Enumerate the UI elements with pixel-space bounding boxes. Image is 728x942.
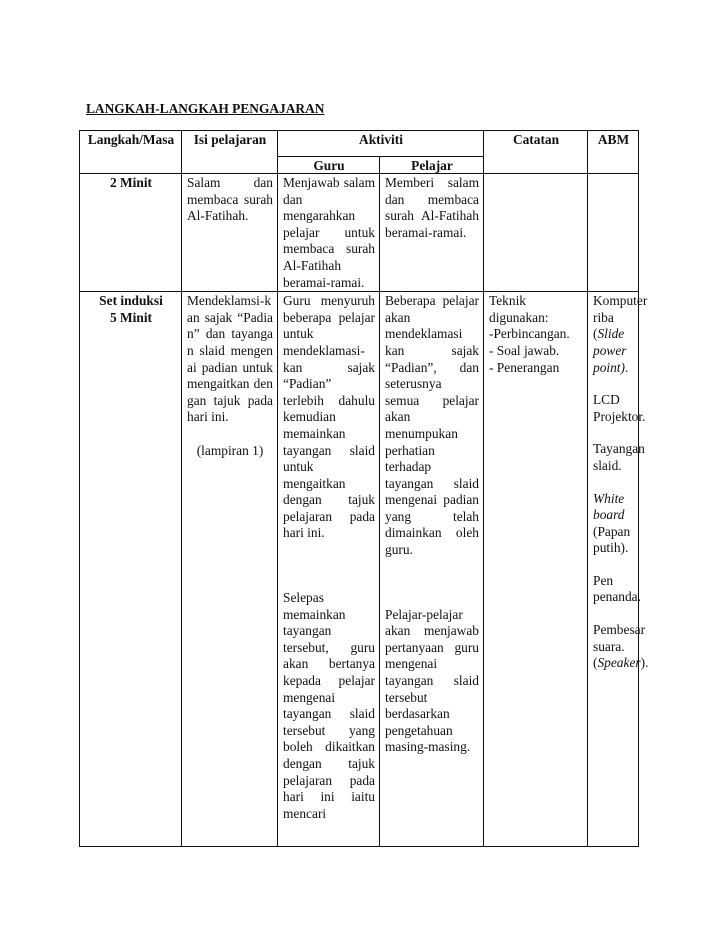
page-title: LANGKAH-LANGKAH PENGAJARAN [86,101,325,116]
header-isi-pelajaran: Isi pelajaran [182,131,278,174]
catatan-line: - Soal jawab. [489,342,560,358]
cell-abm [588,174,639,292]
guru-text-1: Guru menyuruh beberapa pelajar untuk mendeklamasi-kan sajak “Padian” terlebih dahulu kemudian memainkan tayangan slaid untuk mengaitkan dengan tajuk pelajaran pada hari ini. [283,293,375,541]
catatan-line: Teknik digunakan: [489,293,549,325]
cell-pelajar [380,292,484,847]
pelajar-text-2: Pelajar-pelajar akan menjawab pertanyaan guru mengenai tayangan slaid tersebut berdasarkan pengetahuan masing-masing. [385,606,479,755]
pelajar-text-1: Beberapa pelajar akan mendeklamasi kan sajak “Padian”, dan seterusnya semua pelajar akan menumpukan perhatian terhadap tayangan slaid mengenai padian yang telah dimainkan oleh guru. [385,293,479,558]
isi-text: Mendeklamsi-kan sajak “Padian” dan tayangan slaid mengenai padian untuk mengaitkan dengan tajuk pada hari ini. [187,293,273,425]
cell-catatan [484,292,588,847]
cell-abm [588,292,649,847]
table-row [80,174,639,292]
header-guru: Guru [278,157,380,174]
lesson-steps-table [79,130,649,847]
cell-guru: Menjawab salam dan mengarahkan pelajar untuk membaca surah Al-Fatihah beramai-ramai. [278,174,380,292]
langkah-text: Set induksi [99,293,163,309]
isi-note: (lampiran 1) [196,442,264,458]
abm-tayangan: Tayangan slaid. [593,441,645,473]
header-catatan: Catatan [484,131,588,174]
abm-lcd: LCD Projektor. [593,392,646,424]
catatan-line: - Penerangan [489,359,560,375]
cell-isi [182,292,278,847]
abm-komputer: Komputer riba (Slide power point). [593,293,648,375]
header-abm: ABM [588,131,639,174]
cell-pelajar: Memberi salam dan membaca surah Al-Fatihah beramai-ramai. [380,174,484,292]
cell-langkah [80,292,182,847]
cell-langkah [80,174,182,292]
langkah-duration: 5 Minit [109,309,153,325]
abm-pembesar-suara: Pembesar suara. (Speaker). [593,622,649,671]
langkah-text: 2 Minit [109,175,153,190]
header-pelajar: Pelajar [380,157,484,174]
table-row [80,292,639,847]
guru-text-2: Selepas memainkan tayangan tersebut, guru akan bertanya kepada pelajar mengenai tayangan slaid tersebut yang boleh dikaitkan dengan tajuk pelajaran pada hari ini iaitu mencari [283,590,375,821]
abm-papan-putih: (Papan putih). [593,523,631,556]
cell-catatan [484,174,588,292]
header-langkah-masa: Langkah/Masa [80,131,182,174]
abm-white-board: White board [593,490,625,523]
header-aktiviti: Aktiviti [278,131,484,157]
abm-pen: Pen penanda. [593,572,641,605]
table-header-row [80,131,639,157]
cell-guru [278,292,380,847]
cell-isi: Salam dan membaca surah Al-Fatihah. [182,174,278,292]
catatan-line: -Perbincangan. [489,326,570,342]
